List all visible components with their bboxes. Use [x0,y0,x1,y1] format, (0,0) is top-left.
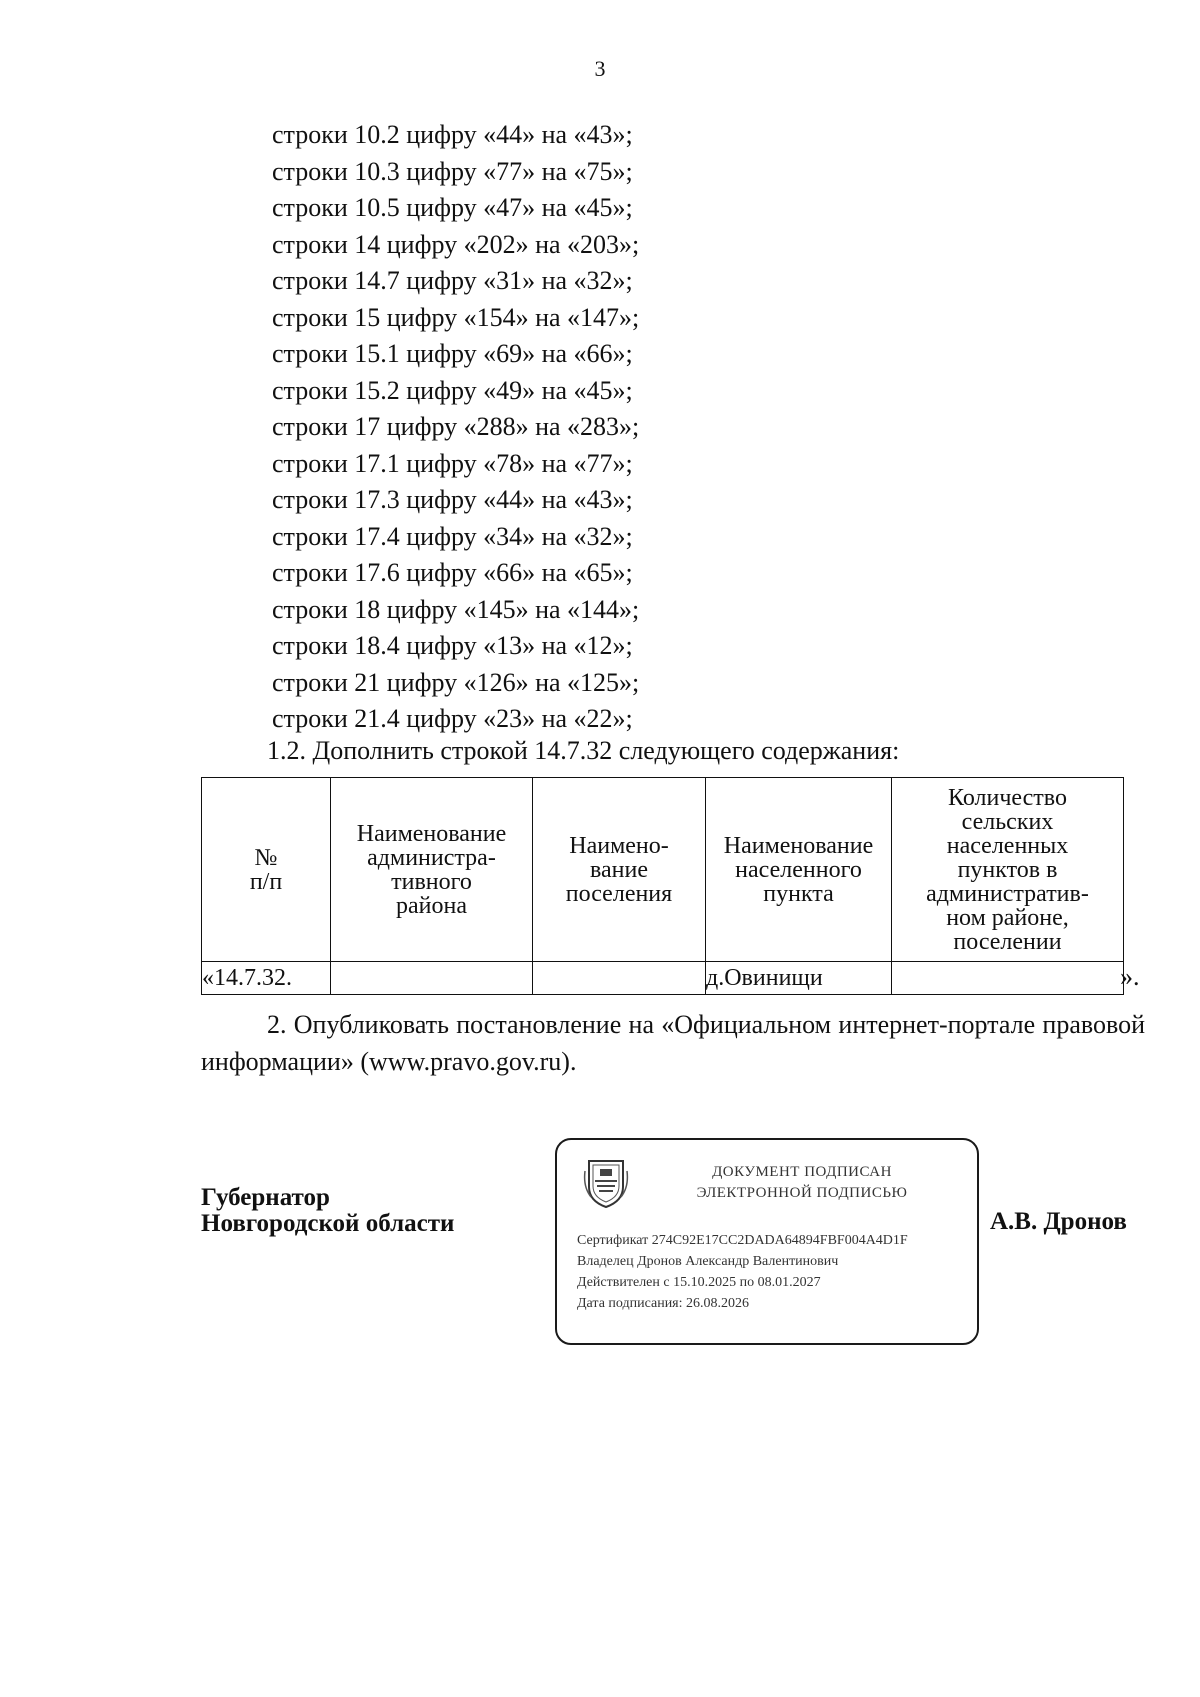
amendment-list [272,117,639,738]
list-item: строки 14.7 цифру «31» на «32»; [272,266,633,295]
header-cell-locality [706,778,892,962]
list-item: строки 15.2 цифру «49» на «45»; [272,375,633,405]
stamp-signed-date: Дата подписания: 26.08.2026 [577,1296,750,1311]
list-item: строки 17.3 цифру «44» на «43»; [272,485,633,514]
list-item: строки 21.4 цифру «23» на «22»; [272,704,633,733]
list-item: строки 18.4 цифру «13» на «12»; [272,631,633,660]
header-line: населенных [946,832,1069,859]
header-line: администра- [367,844,496,871]
list-item: строки 17.4 цифру «34» на «32»; [272,521,633,551]
signer-name: А.В. Дронов [990,1208,1127,1235]
list-item: строки 10.3 цифру «77» на «75»; [272,156,633,186]
list-item: строки 15.1 цифру «69» на «66»; [272,339,633,368]
list-item: строки 15 цифру «154» на «147»; [272,302,640,332]
header-line: Наимено- [569,832,669,859]
cell-row-number: «14.7.32. [202,962,331,995]
list-item: строки 10.2 цифру «44» на «43»; [272,120,633,149]
header-line: № [254,844,278,871]
list-item: строки 18 цифру «145» на «144»; [272,594,640,624]
header-line: вание [589,856,648,883]
header-cell-district [331,778,533,962]
table-header-row [202,778,1124,962]
cell-settlement [533,962,706,995]
stamp-certificate: Сертификат 274C92E17CC2DADA64894FBF004A4D1F [577,1233,908,1248]
coat-of-arms-icon [583,1157,629,1209]
header-cell-count [892,778,1124,962]
header-line: административ- [926,880,1089,907]
header-line: тивного [391,868,472,895]
header-line: поселения [565,880,673,907]
header-cell-settlement [533,778,706,962]
cell-count [892,962,1124,995]
stamp-title [647,1162,957,1204]
governor-title-line-2: Новгородской области [201,1210,455,1237]
header-line: пункта [763,880,834,907]
header-line: района [396,892,467,919]
stamp-title-line-2: ЭЛЕКТРОННОЙ ПОДПИСЬЮ [696,1185,908,1201]
header-line: Наименование [723,832,874,859]
governor-title-line-1: Губернатор [201,1184,330,1211]
header-line: населенного [735,856,862,883]
sub-paragraph-1-2: 1.2. Дополнить строкой 14.7.32 следующего содержания: [267,736,900,765]
list-item: строки 17 цифру «288» на «283»; [272,412,640,441]
electronic-signature-stamp [555,1138,979,1345]
governor-title [201,1185,454,1237]
header-cell-number [202,778,331,962]
list-item: строки 14 цифру «202» на «203»; [272,229,640,259]
header-line: Наименование [356,820,507,847]
stamp-validity: Действителен с 15.10.2025 по 08.01.2027 [577,1275,821,1290]
list-item: строки 10.5 цифру «47» на «45»; [272,193,633,222]
paragraph-2: 2. Опубликовать постановление на «Официальном интернет-портале правовой информации» (www.pravo.gov.ru). [201,1010,1145,1076]
table-closing-quote: ». [1120,962,1140,991]
list-item: строки 17.1 цифру «78» на «77»; [272,448,633,478]
insert-table [201,777,1124,995]
header-line: ном районе, [946,904,1069,931]
header-line: поселении [953,928,1062,955]
stamp-title-line-1: ДОКУМЕНТ ПОДПИСАН [712,1164,892,1180]
stamp-owner: Владелец Дронов Александр Валентинович [577,1254,839,1269]
header-line: Количество [948,784,1067,811]
table-row [202,962,1124,995]
page-number: 3 [594,56,606,81]
stamp-details [577,1230,908,1314]
list-item: строки 21 цифру «126» на «125»; [272,667,640,697]
cell-district [331,962,533,995]
cell-locality: д.Овинищи [706,962,892,995]
header-line: сельских [961,808,1054,835]
header-line: пунктов в [957,856,1058,883]
header-line: п/п [249,868,283,895]
list-item: строки 17.6 цифру «66» на «65»; [272,558,633,587]
